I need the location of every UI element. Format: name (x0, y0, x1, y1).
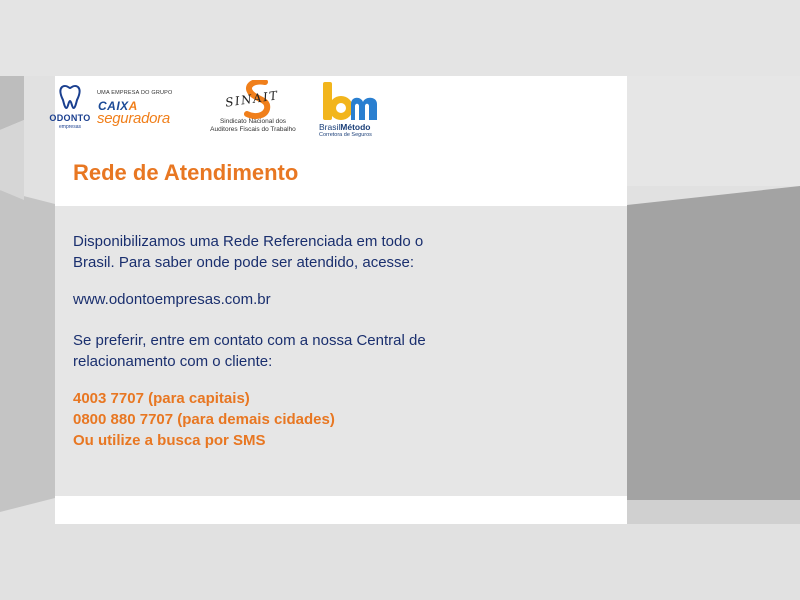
bm-logo-subtitle: Corretora de Seguros (319, 132, 372, 138)
odonto-logo-subtitle: empresas (59, 124, 81, 130)
odonto-empresas-logo (48, 84, 92, 132)
tooth-icon (58, 84, 82, 110)
page-title: Rede de Atendimento (73, 160, 299, 185)
bm-name-b: Método (340, 122, 371, 132)
caixa-product: seguradora (97, 110, 170, 127)
contact-list (73, 388, 513, 451)
sinait-caption-line1: Sindicato Nacional dos (219, 118, 287, 125)
contact-paragraph-line2: relacionamento com o cliente: (73, 353, 273, 370)
sinait-caption-line2: Auditores Fiscais do Trabalho (210, 126, 296, 133)
website-url: www.odontoempresas.com.br (73, 291, 271, 308)
caixa-seguradora-logo (97, 90, 192, 132)
slide-footer-strip (55, 496, 627, 524)
network-paragraph-line2: Brasil. Para saber onde pode ser atendido, acesse: (73, 254, 415, 271)
caixa-brand-a: CAIX (98, 99, 129, 113)
odonto-logo-text: ODONTO (49, 113, 91, 123)
bm-logo-name (319, 122, 385, 132)
sinait-wordmark: SINAIT (224, 88, 280, 110)
brasil-metodo-logo (319, 82, 385, 142)
bm-monogram-icon (321, 82, 385, 122)
phone-other-cities: 0800 880 7707 (para demais cidades) (73, 411, 335, 428)
caixa-brand-b: A (128, 99, 138, 113)
sms-search-note: Ou utilize a busca por SMS (73, 432, 266, 449)
caixa-tagline: UMA EMPRESA DO GRUPO (97, 90, 173, 96)
contact-paragraph (73, 330, 513, 372)
sinait-caption (203, 118, 303, 134)
bm-name-a: Brasil (319, 122, 341, 132)
network-paragraph (73, 231, 513, 273)
contact-paragraph-line1: Se preferir, entre em contato com a nossa Central de (73, 332, 426, 349)
sinait-logo (203, 80, 303, 142)
network-paragraph-line1: Disponibilizamos uma Rede Referenciada em todo o (73, 233, 424, 250)
phone-capitals: 4003 7707 (para capitais) (73, 390, 250, 407)
